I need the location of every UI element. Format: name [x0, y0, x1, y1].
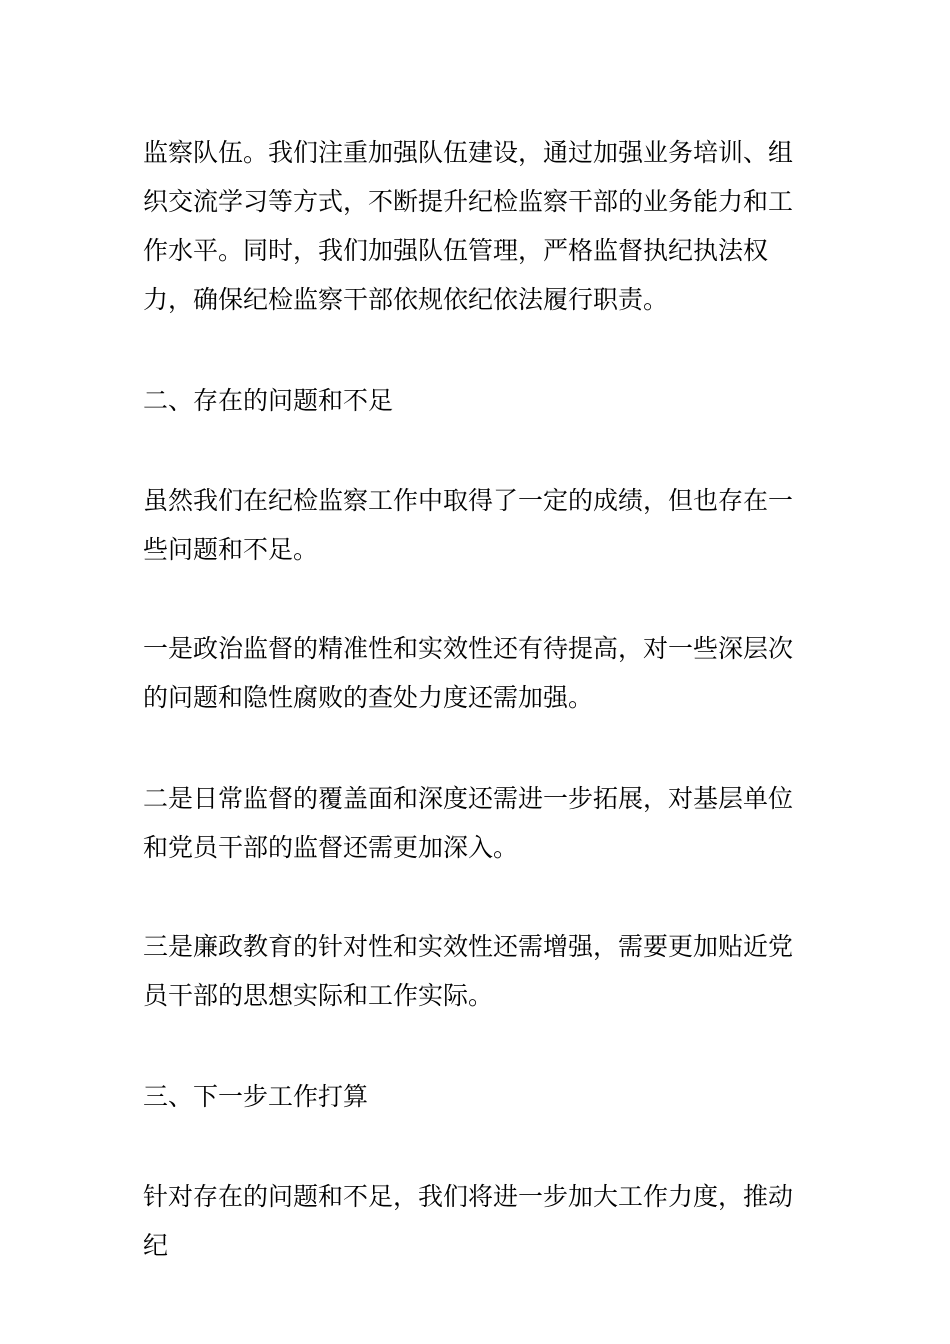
- paragraph-problems-intro: 虽然我们在纪检监察工作中取得了一定的成绩，但也存在一些问题和不足。: [143, 486, 794, 564]
- paragraph-problem-one: 一是政治监督的精准性和实效性还有待提高，对一些深层次的问题和隐性腐败的查处力度还需加强。: [143, 634, 794, 712]
- paragraph-problem-three: 三是廉政教育的针对性和实效性还需增强，需要更加贴近党员干部的思想实际和工作实际。: [143, 932, 794, 1010]
- paragraph-team-building: 监察队伍。我们注重加强队伍建设，通过加强业务培训、组织交流学习等方式，不断提升纪检监察干部的业务能力和工作水平。同时，我们加强队伍管理，严格监督执纪执法权力，确保纪检监察干部依规依纪依法履行职责。: [143, 138, 794, 314]
- paragraph-next-steps: 针对存在的问题和不足，我们将进一步加大工作力度，推动纪: [143, 1182, 794, 1260]
- section-heading-next-steps: 三、下一步工作打算: [143, 1082, 369, 1111]
- paragraph-problem-two: 二是日常监督的覆盖面和深度还需进一步拓展，对基层单位和党员干部的监督还需更加深入。: [143, 784, 794, 862]
- section-heading-problems: 二、存在的问题和不足: [143, 386, 394, 415]
